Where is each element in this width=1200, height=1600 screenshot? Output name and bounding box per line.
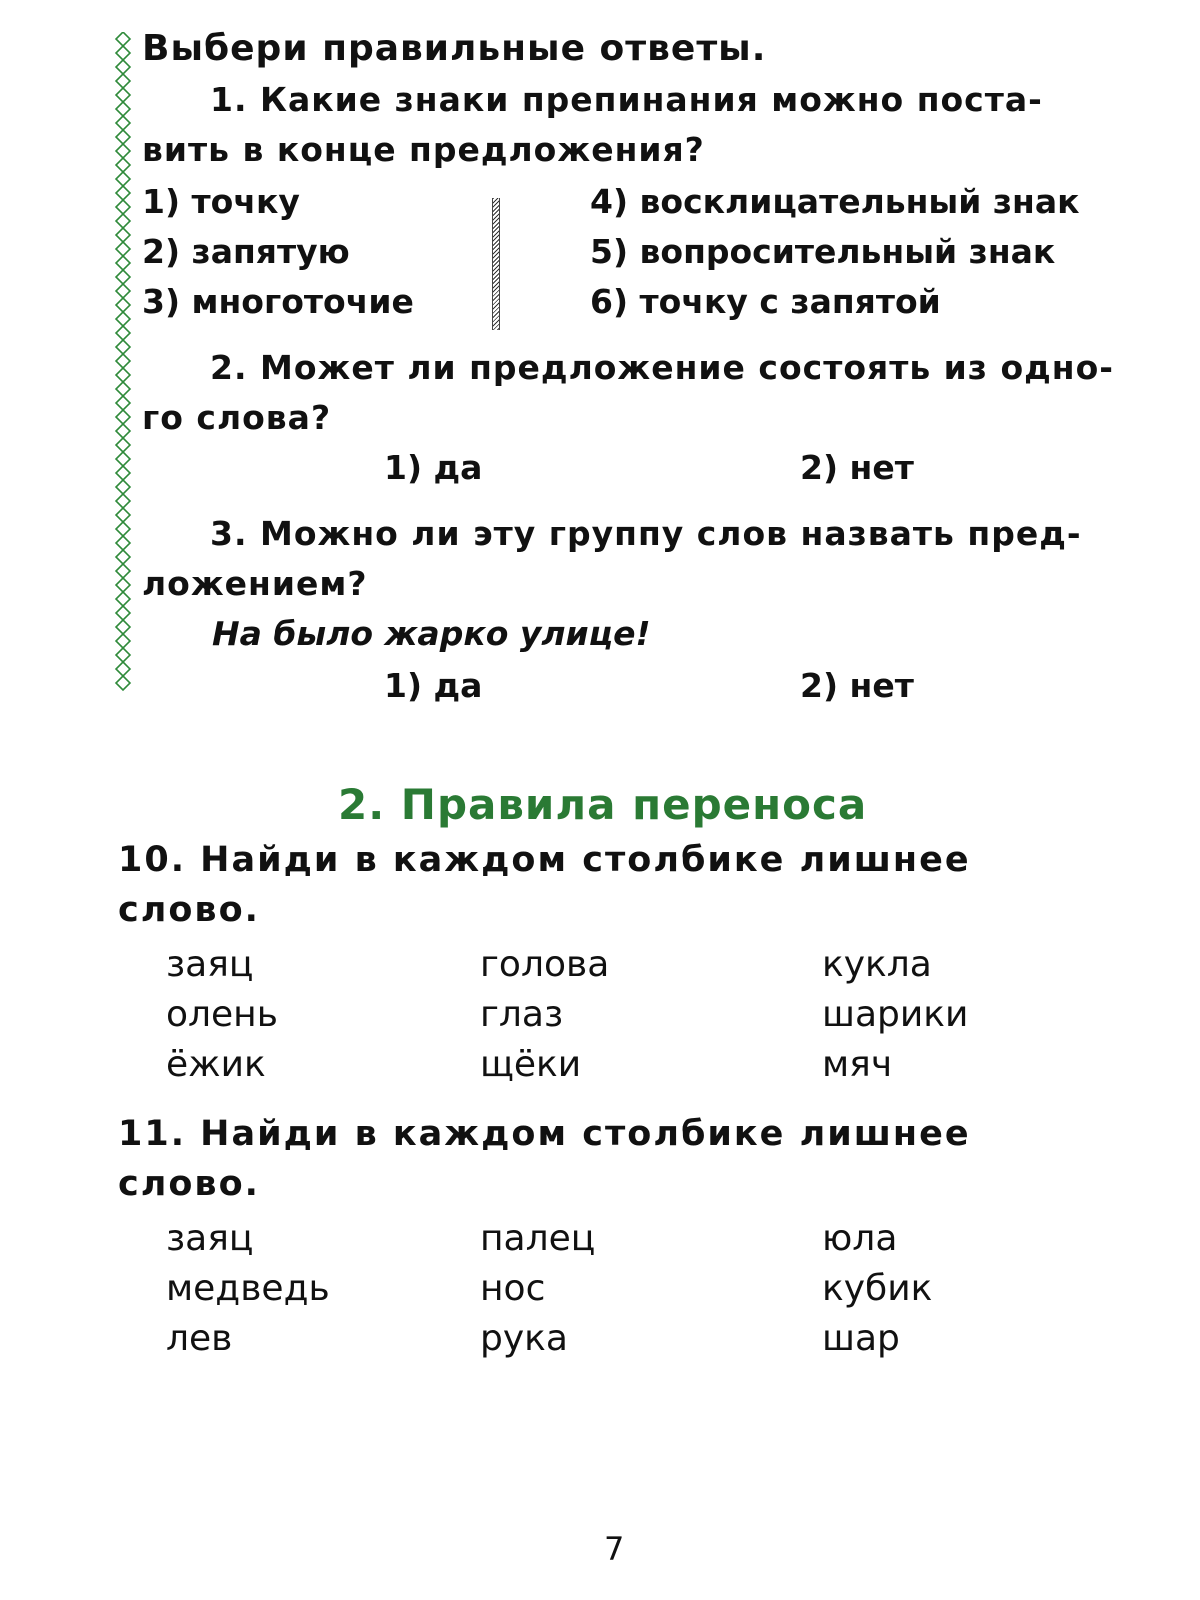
ex10-word: щёки xyxy=(480,1044,582,1085)
ornament-diamond xyxy=(116,522,130,536)
ex11-word: нос xyxy=(480,1268,546,1309)
ornament-diamond xyxy=(116,396,130,410)
ornament-diamond xyxy=(116,354,130,368)
ornament-diamond xyxy=(116,158,130,172)
exercise-11-line-2: слово. xyxy=(118,1164,260,1204)
ornament-diamond xyxy=(116,312,130,326)
q1-option-2: 2) запятую xyxy=(142,232,350,271)
ex10-word: кукла xyxy=(822,944,932,985)
ornament-diamond xyxy=(116,60,130,74)
ornament-diamond xyxy=(116,130,130,144)
q3-option-yes: 1) да xyxy=(384,666,483,705)
q1-option-1: 1) точку xyxy=(142,182,300,221)
question-3-line-2: ложением? xyxy=(142,564,368,603)
ex11-word: юла xyxy=(822,1218,898,1259)
ex11-word: шар xyxy=(822,1318,900,1359)
ex11-word: рука xyxy=(480,1318,568,1359)
ornament-diamond xyxy=(116,256,130,270)
ex10-word: заяц xyxy=(166,944,254,985)
ornament-diamond xyxy=(116,578,130,592)
ornament-diamond xyxy=(116,340,130,354)
question-1-line-2: вить в конце предложения? xyxy=(142,130,705,169)
ornament-diamond xyxy=(116,662,130,676)
q3-option-no: 2) нет xyxy=(800,666,914,705)
ornament-diamond xyxy=(116,424,130,438)
ex11-word: медведь xyxy=(166,1268,330,1309)
ornament-diamond xyxy=(116,410,130,424)
ornament-diamond xyxy=(116,452,130,466)
ornament-diamond xyxy=(116,368,130,382)
q1-option-4: 4) восклицательный знак xyxy=(590,182,1080,221)
ornament-diamond xyxy=(116,298,130,312)
ornament-diamond xyxy=(116,74,130,88)
ex11-word: палец xyxy=(480,1218,596,1259)
ornament-diamond xyxy=(116,494,130,508)
question-2-line-2: го слова? xyxy=(142,398,332,437)
column-divider xyxy=(492,198,500,330)
ornament-diamond xyxy=(116,634,130,648)
ornament-diamond xyxy=(116,466,130,480)
section-title: 2. Правила переноса xyxy=(338,780,868,829)
ornament-diamond xyxy=(116,620,130,634)
ornament-diamond xyxy=(116,564,130,578)
q1-option-3: 3) многоточие xyxy=(142,282,414,321)
ornament-diamond xyxy=(116,172,130,186)
ornament-diamond xyxy=(116,46,130,60)
ornament-diamond xyxy=(116,200,130,214)
task-heading: Выбери правильные ответы. xyxy=(142,28,767,69)
ornament-diamond xyxy=(116,550,130,564)
q2-option-yes: 1) да xyxy=(384,448,483,487)
ornament-diamond xyxy=(116,438,130,452)
ornament-diamond xyxy=(116,592,130,606)
ornament-diamond xyxy=(116,228,130,242)
question-3-line-1: 3. Можно ли эту группу слов назвать пред- xyxy=(210,514,1082,553)
q1-option-5: 5) вопросительный знак xyxy=(590,232,1056,271)
exercise-10-line-1: 10. Найди в каждом столбике лишнее xyxy=(118,840,971,880)
decorative-border xyxy=(112,32,134,702)
ornament-diamond xyxy=(116,270,130,284)
ornament-diamond xyxy=(116,480,130,494)
ornament-diamond xyxy=(116,648,130,662)
ex10-word: ёжик xyxy=(166,1044,266,1085)
q2-option-no: 2) нет xyxy=(800,448,914,487)
ornament-diamond xyxy=(116,606,130,620)
ex10-word: мяч xyxy=(822,1044,893,1085)
ornament-diamond xyxy=(116,144,130,158)
example-sentence: На было жарко улице! xyxy=(212,614,651,653)
exercise-10-line-2: слово. xyxy=(118,890,260,930)
ornament-diamond xyxy=(116,242,130,256)
ex10-word: олень xyxy=(166,994,278,1035)
ornament-diamond xyxy=(116,284,130,298)
ornament-diamond xyxy=(116,116,130,130)
ornament-diamond xyxy=(116,32,130,46)
question-1-line-1: 1. Какие знаки препинания можно поста- xyxy=(210,80,1043,119)
q1-option-6: 6) точку с запятой xyxy=(590,282,941,321)
ornament-diamond xyxy=(116,326,130,340)
ornament-diamond xyxy=(116,88,130,102)
ornament-diamond xyxy=(116,214,130,228)
ex11-word: кубик xyxy=(822,1268,933,1309)
exercise-11-line-1: 11. Найди в каждом столбике лишнее xyxy=(118,1114,971,1154)
ornament-diamond xyxy=(116,186,130,200)
ornament-diamond xyxy=(116,102,130,116)
page-number: 7 xyxy=(604,1530,625,1568)
ornament-diamond xyxy=(116,536,130,550)
ornament-diamond xyxy=(116,676,130,690)
ex10-word: глаз xyxy=(480,994,564,1035)
ornament-diamond xyxy=(116,382,130,396)
ex11-word: лев xyxy=(166,1318,233,1359)
ornament-diamond xyxy=(116,508,130,522)
ex10-word: голова xyxy=(480,944,610,985)
question-2-line-1: 2. Может ли предложение состоять из одно- xyxy=(210,348,1114,387)
ex10-word: шарики xyxy=(822,994,969,1035)
ex11-word: заяц xyxy=(166,1218,254,1259)
